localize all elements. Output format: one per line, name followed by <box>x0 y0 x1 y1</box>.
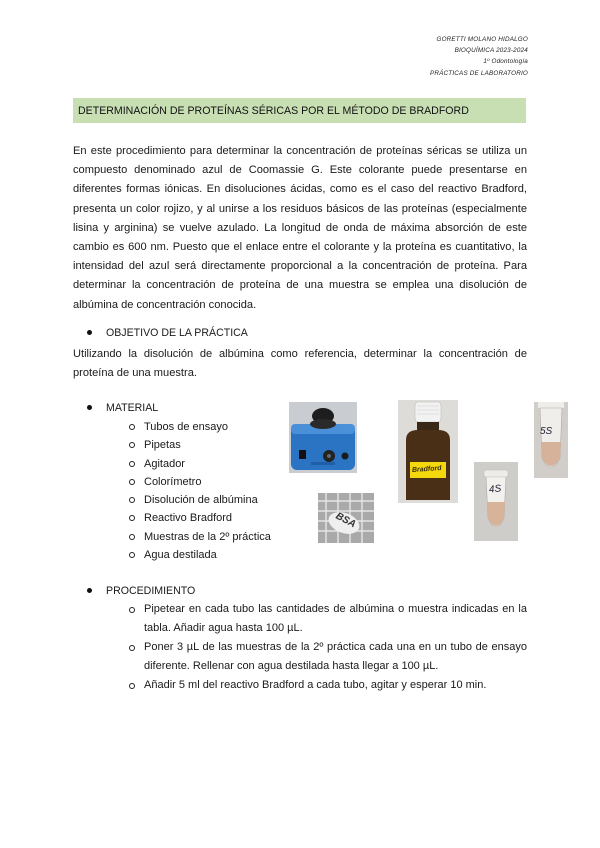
header-section: PRÁCTICAS DE LABORATORIO <box>430 69 528 77</box>
material-item: Reactivo Bradford <box>127 509 271 527</box>
circle-bullet-icon <box>129 683 135 689</box>
material-item: Muestras de la 2º práctica <box>127 528 271 546</box>
objective-heading: OBJETIVO DE LA PRÁCTICA <box>106 327 248 339</box>
bradford-bottle-photo <box>398 400 458 503</box>
intro-section <box>73 142 527 315</box>
agitator-illustration <box>289 402 357 473</box>
circle-bullet-icon <box>129 534 135 540</box>
header-group: 1º Odontología <box>483 58 528 66</box>
procedure-heading: PROCEDIMIENTO <box>106 585 196 597</box>
tube-4s-photo <box>474 462 518 541</box>
circle-bullet-icon <box>129 479 135 485</box>
procedure-heading-row <box>87 585 195 597</box>
bottle-label-text: Bradford <box>411 464 442 475</box>
circle-bullet-icon <box>129 552 135 558</box>
bottle-illustration <box>398 400 458 503</box>
procedure-list <box>127 600 527 695</box>
bsa-photo <box>318 493 374 543</box>
circle-bullet-icon <box>129 645 135 651</box>
objective-section <box>73 345 527 383</box>
circle-bullet-icon <box>129 515 135 521</box>
circle-bullet-icon <box>129 442 135 448</box>
tube-5s-photo <box>534 402 568 478</box>
procedure-step: Añadir 5 ml del reactivo Bradford a cada tubo, agitar y esperar 10 min. <box>127 676 527 695</box>
material-heading-row <box>87 402 158 414</box>
material-item: Disolución de albúmina <box>127 491 271 509</box>
material-list <box>127 418 271 564</box>
header-author: GORETTI MOLANO HIDALGO <box>436 36 528 43</box>
material-item: Tubos de ensayo <box>127 418 271 436</box>
material-item: Agua destilada <box>127 546 271 564</box>
bullet-icon <box>87 330 92 335</box>
page-title: DETERMINACIÓN DE PROTEÍNAS SÉRICAS POR EL MÉTODO DE BRADFORD <box>78 105 469 117</box>
header-course: BIOQUÍMICA 2023-2024 <box>454 47 528 55</box>
objective-heading-row <box>87 327 248 339</box>
bsa-label-text: BSA <box>333 510 358 531</box>
circle-bullet-icon <box>129 461 135 467</box>
procedure-step: Pipetear en cada tubo las cantidades de albúmina o muestra indicadas en la tabla. Añadir agua hasta 100 µL. <box>127 600 527 638</box>
circle-bullet-icon <box>129 497 135 503</box>
bullet-icon <box>87 405 92 410</box>
page-header <box>430 34 528 79</box>
circle-bullet-icon <box>129 607 135 613</box>
tube-illustration <box>474 462 518 541</box>
procedure-step: Poner 3 µL de las muestras de la 2º práctica cada una en un tubo de ensayo diferente. Rellenar con agua destilada hasta llegar a 100 µL. <box>127 638 527 676</box>
material-item: Colorímetro <box>127 473 271 491</box>
tube-illustration <box>534 402 568 478</box>
title-banner <box>73 98 526 123</box>
material-heading: MATERIAL <box>106 402 159 414</box>
material-item: Agitador <box>127 455 271 473</box>
intro-paragraph: En este procedimiento para determinar la concentración de proteínas séricas se utiliza un compuesto denominado azul de Coomassie G. Este colorante puede presentarse en diferentes formas iónicas. En disoluciones ácidas, como es el caso del reactivo Bradford, presenta un color rojizo, y al unirse a los residuos básicos de las proteínas (especialmente lisina y arginina) se vuelve azulado. La longitud de onda de máxima absorción de este cambio es 600 nm. Puesto que el enlace entre el colorante y la proteína es cuantitativo, la intensidad del azul será directamente proporcional a la concentración de proteína. Para determinar la concentración de proteína de una muestra se emplea una disolución de albúmina de concentración conocida. <box>73 145 527 311</box>
tube-5s-label: 5S <box>540 426 553 437</box>
objective-text: Utilizando la disolución de albúmina como referencia, determinar la concentración de proteína de una muestra. <box>73 348 527 379</box>
tube-4s-label: 4S <box>488 483 502 496</box>
bullet-icon <box>87 588 92 593</box>
circle-bullet-icon <box>129 424 135 430</box>
material-item: Pipetas <box>127 436 271 454</box>
agitator-photo <box>289 402 357 473</box>
